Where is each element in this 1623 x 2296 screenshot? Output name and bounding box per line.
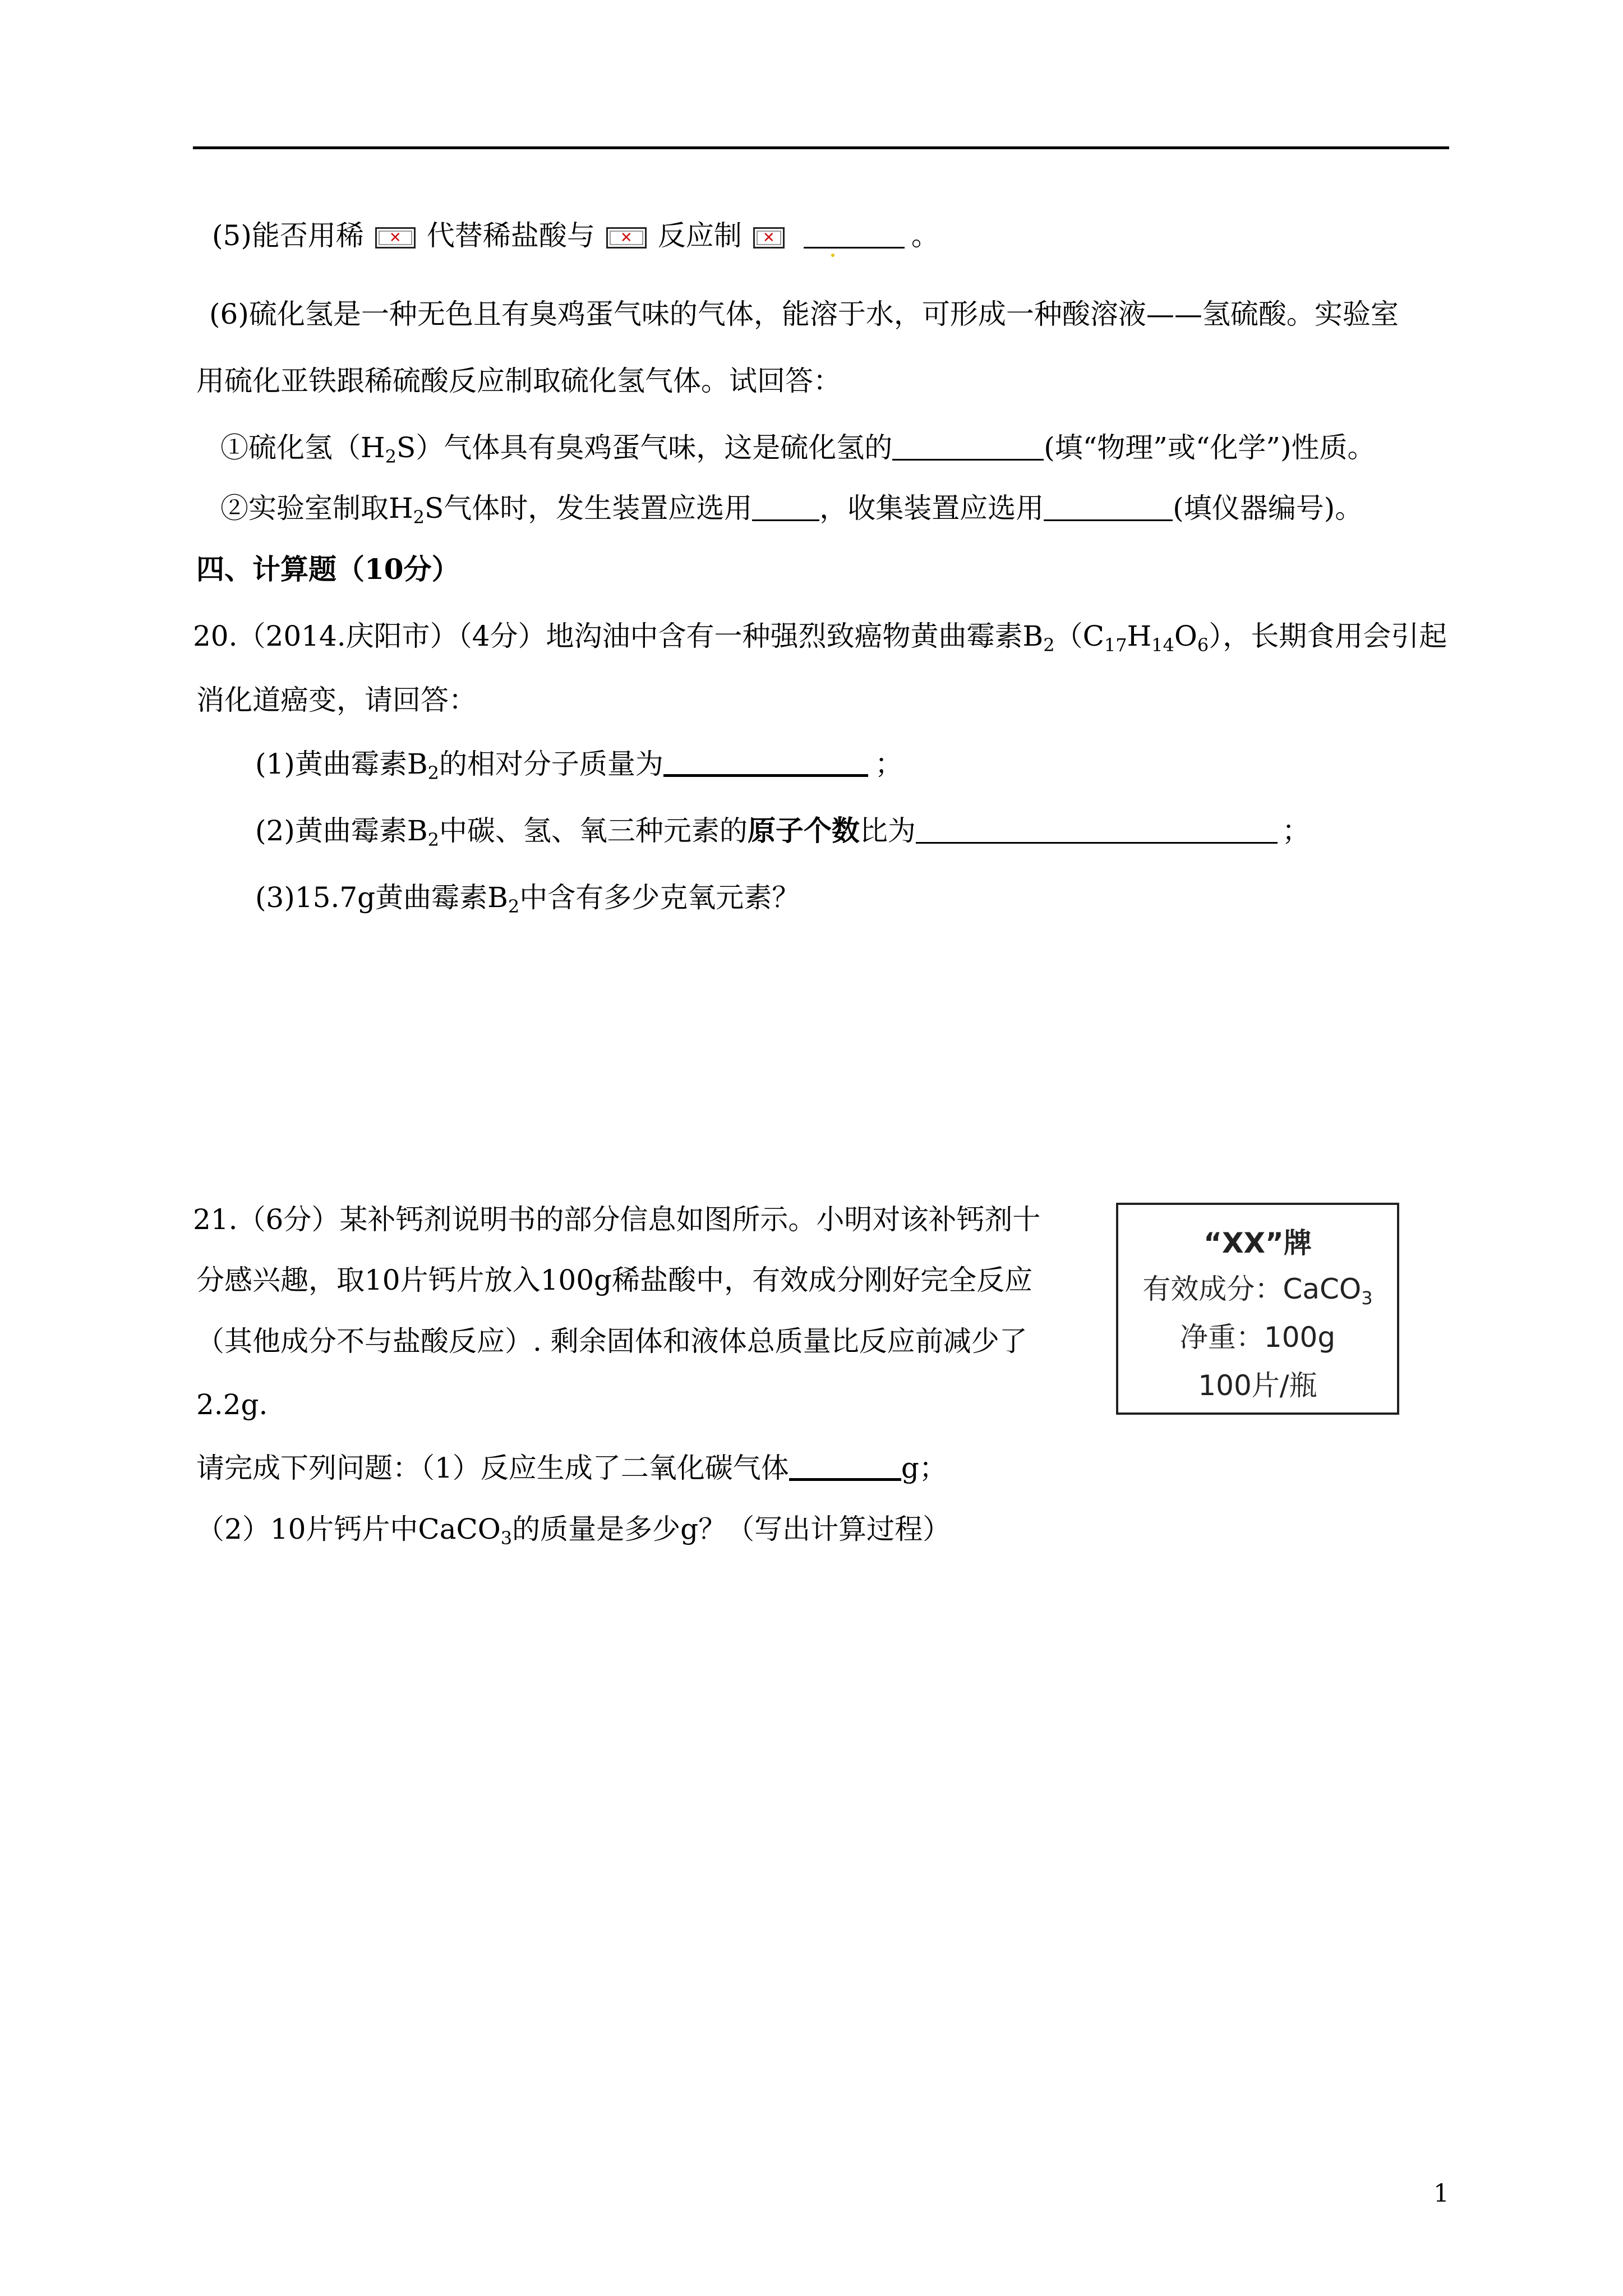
subscript: 2 — [427, 829, 439, 850]
q6-s1-text-b: S）气体具有臭鸡蛋气味，这是硫化氢的 — [396, 431, 893, 464]
q21-text-5b: g； — [901, 1452, 947, 1484]
q21-text-1: 21.（6分）某补钙剂说明书的部分信息如图所示。小明对该补钙剂十 — [193, 1203, 1041, 1236]
q20-text-c: ），长期食用会引起 — [1209, 620, 1447, 652]
decorative-dot — [831, 254, 834, 257]
q20-text-2: 消化道癌变，请回答： — [196, 684, 477, 716]
q21-line-6 — [196, 1512, 951, 1549]
subscript: 2 — [1043, 634, 1055, 656]
q20-p2-text-a: (2)黄曲霉素B — [255, 815, 428, 847]
broken-image-icon: ✕ — [753, 227, 785, 249]
subscript: 2 — [427, 762, 439, 784]
q21-co2-blank[interactable] — [789, 1452, 901, 1481]
q6-s2-blank-1[interactable] — [752, 494, 819, 521]
q20-text-o: O — [1174, 620, 1197, 652]
q20-part-2 — [255, 814, 1310, 848]
subscript: 2 — [508, 896, 520, 917]
subscript: 17 — [1104, 634, 1127, 656]
q20-text-a: 20.（2014.庆阳市）（4分）地沟油中含有一种强烈致癌物黄曲霉素B — [193, 620, 1044, 652]
q20-p1-blank[interactable] — [663, 748, 868, 777]
q20-text-b: （C — [1054, 620, 1104, 652]
q21-text-4: 2.2g. — [196, 1388, 268, 1421]
broken-image-icon: ✕ — [606, 227, 647, 249]
q6-s2-text-d: (填仪器编号)。 — [1173, 492, 1363, 524]
q20-line-2 — [196, 683, 477, 717]
q6-s1-text-c: (填“物理”或“化学”)性质。 — [1044, 431, 1376, 464]
q6-s1-text-a: ①硫化氢（H — [220, 431, 385, 464]
label-ingredient — [1118, 1267, 1397, 1307]
label-ingredient-text: 有效成分：CaCO — [1142, 1273, 1362, 1305]
subscript: 6 — [1197, 634, 1209, 656]
q6-s1-blank[interactable] — [892, 433, 1044, 461]
q6-s2-text-c: ，收集装置应选用 — [819, 492, 1044, 524]
q5-text-3: 反应制 — [657, 219, 742, 252]
q6-line-1 — [209, 297, 1399, 331]
q21-line-4 — [196, 1388, 268, 1421]
subscript: 14 — [1151, 634, 1174, 656]
q20-p3-text-b: 中含有多少克氧元素？ — [519, 881, 800, 914]
supplement-label-box — [1116, 1203, 1399, 1415]
subscript: 2 — [385, 446, 396, 467]
q20-line-1 — [193, 619, 1447, 656]
subscript: 3 — [1361, 1287, 1373, 1309]
q6-text-2: 用硫化亚铁跟稀硫酸反应制取硫化氢气体。试回答： — [196, 365, 841, 397]
section-4-title — [196, 553, 460, 586]
q6-sub-1 — [220, 431, 1376, 467]
q5-end: 。 — [911, 219, 939, 252]
q20-p2-text-c: 比为 — [859, 815, 916, 847]
q21-line-2 — [196, 1263, 1032, 1297]
page-number: 1 — [1433, 2179, 1449, 2208]
q20-p1-text-a: (1)黄曲霉素B — [255, 748, 428, 780]
q6-s2-blank-2[interactable] — [1044, 494, 1173, 521]
q20-part-1 — [255, 747, 903, 784]
q5-answer-blank[interactable] — [804, 221, 905, 249]
q21-text-6b: 的质量是多少g？（写出计算过程） — [512, 1513, 951, 1545]
q5-line — [212, 219, 939, 252]
q20-text-h: H — [1127, 620, 1152, 652]
q20-p3-text-a: (3)15.7g黄曲霉素B — [255, 881, 508, 914]
header-rule — [193, 146, 1449, 149]
q6-text-1: (6)硫化氢是一种无色且有臭鸡蛋气味的气体，能溶于水，可形成一种酸溶液——氢硫酸。实验室 — [209, 298, 1399, 330]
section-4-title-text: 四、计算题（10分） — [196, 553, 460, 586]
q20-p1-text-b: 的相对分子质量为 — [439, 748, 663, 780]
q21-line-1 — [193, 1203, 1040, 1236]
label-count: 100片/瓶 — [1198, 1369, 1317, 1402]
label-weight: 净重：100g — [1179, 1321, 1336, 1354]
q20-p2-text-b: 中碳、氢、氧三种元素的 — [439, 815, 748, 847]
q21-line-3 — [196, 1324, 1027, 1358]
q20-p1-end: ； — [874, 748, 903, 780]
q20-p2-bold: 原子个数 — [747, 814, 860, 847]
q6-line-2 — [196, 364, 841, 398]
q21-text-3: （其他成分不与盐酸反应）. 剩余固体和液体总质量比反应前减少了 — [196, 1325, 1027, 1358]
q5-text-2: 代替稀盐酸与 — [426, 219, 595, 252]
q21-line-5 — [196, 1451, 947, 1485]
q6-s2-text-a: ②实验室制取H — [220, 492, 413, 524]
broken-image-icon: ✕ — [375, 227, 416, 249]
q21-text-6a: （2）10片钙片中CaCO — [196, 1513, 501, 1545]
q20-part-3 — [255, 881, 800, 917]
subscript: 2 — [413, 507, 425, 528]
q21-text-2: 分感兴趣，取10片钙片放入100g稀盐酸中，有效成分刚好完全反应 — [196, 1264, 1033, 1296]
q6-sub-2 — [220, 491, 1363, 528]
q21-text-5a: 请完成下列问题：（1）反应生成了二氧化碳气体 — [196, 1452, 789, 1484]
q6-s2-text-b: S气体时，发生装置应选用 — [424, 492, 753, 524]
q20-p2-end: ； — [1281, 815, 1310, 847]
label-brand: “XX”牌 — [1204, 1227, 1312, 1259]
subscript: 3 — [500, 1527, 513, 1549]
q5-text-1: (5)能否用稀 — [212, 219, 364, 252]
q20-p2-blank[interactable] — [916, 816, 1278, 844]
